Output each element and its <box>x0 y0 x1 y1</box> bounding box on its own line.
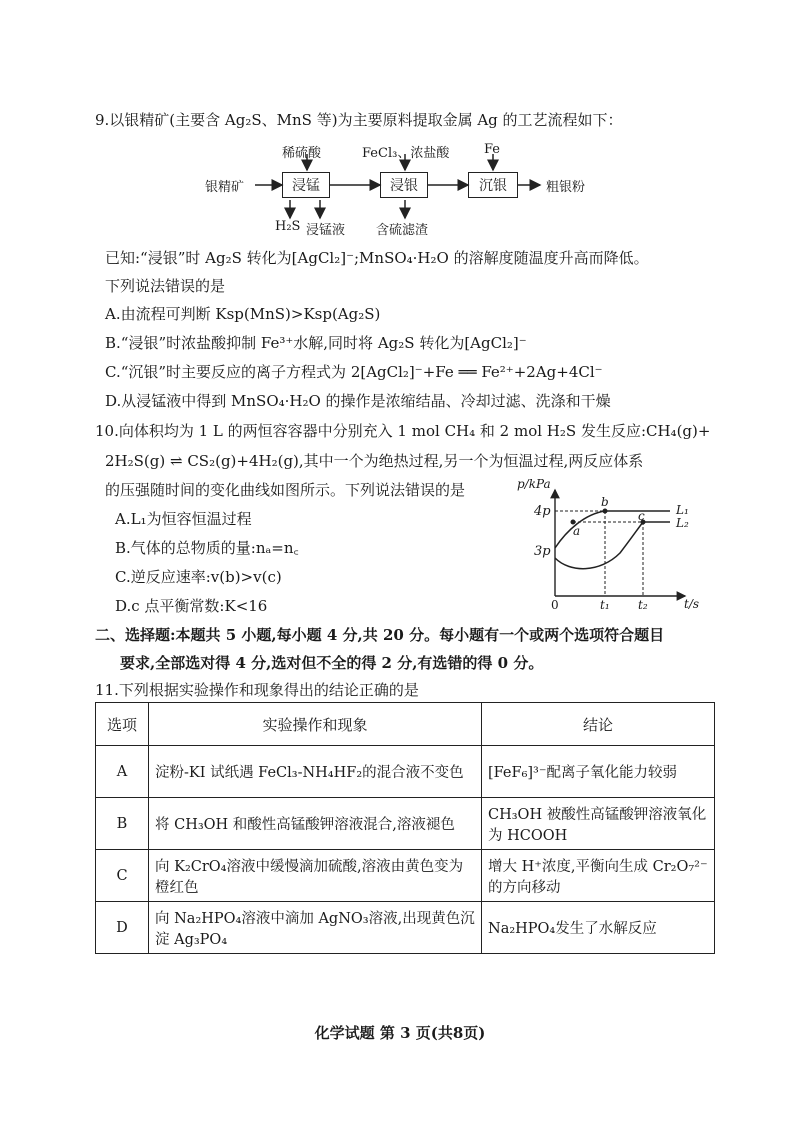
q10-option-c: C.逆反应速率:v(b)>v(c) <box>115 568 282 586</box>
q10-line-2: 2H₂S(g) ⇌ CS₂(g)+4H₂(g),其中一个为绝热过程,另一个为恒温过程,两反应体系 <box>105 452 644 470</box>
y-axis-label: p/kPa <box>517 477 551 491</box>
table-row <box>96 850 715 902</box>
flow-input: 银精矿 <box>205 180 245 195</box>
reagent-3: Fe <box>484 142 501 157</box>
step-precipitate-silver: 沉银 <box>468 172 518 198</box>
x-tick-0: 0 <box>551 598 559 612</box>
q9-known: 已知:“浸银”时 Ag₂S 转化为[AgCl₂]⁻;MnSO₄·H₂O 的溶解度随温度升高而降低。 <box>105 249 649 267</box>
reagent-2: FeCl₃、浓盐酸 <box>362 146 450 161</box>
row-option: A <box>96 746 149 798</box>
q9-option-c: C.“沉银”时主要反应的离子方程式为 2[AgCl₂]⁻+Fe ══ Fe²⁺+2Ag+4Cl⁻ <box>105 363 603 381</box>
row-conclusion: [FeF₆]³⁻配离子氧化能力较弱 <box>482 746 715 798</box>
byproduct-mn-solution: 浸锰液 <box>306 223 346 238</box>
point-b <box>603 509 608 514</box>
row-conclusion: CH₃OH 被酸性高锰酸钾溶液氧化为 HCOOH <box>482 798 715 850</box>
row-operation: 向 Na₂HPO₄溶液中滴加 AgNO₃溶液,出现黄色沉淀 Ag₃PO₄ <box>149 902 482 954</box>
y-tick-4p: 4p <box>534 504 551 519</box>
row-conclusion: Na₂HPO₄发生了水解反应 <box>482 902 715 954</box>
q10-option-a: A.L₁为恒容恒温过程 <box>115 510 252 528</box>
header-operation: 实验操作和现象 <box>149 703 482 746</box>
byproduct-h2s: H₂S <box>275 219 301 234</box>
row-option: B <box>96 798 149 850</box>
q10-option-b: B.气体的总物质的量:nₐ=n꜀ <box>115 539 299 557</box>
row-option: C <box>96 850 149 902</box>
row-operation: 将 CH₃OH 和酸性高锰酸钾溶液混合,溶液褪色 <box>149 798 482 850</box>
q9-option-d: D.从浸锰液中得到 MnSO₄·H₂O 的操作是浓缩结晶、冷却过滤、洗涤和干燥 <box>105 392 611 410</box>
byproduct-sulfur-residue: 含硫滤渣 <box>376 223 429 238</box>
q11-stem: 11.下列根据实验操作和现象得出的结论正确的是 <box>95 681 419 699</box>
row-operation: 淀粉-KI 试纸遇 FeCl₃-NH₄HF₂的混合液不变色 <box>149 746 482 798</box>
flow-output: 粗银粉 <box>546 180 586 195</box>
q9-option-b: B.“浸银”时浓盐酸抑制 Fe³⁺水解,同时将 Ag₂S 转化为[AgCl₂]⁻ <box>105 334 527 352</box>
label-point-b: b <box>601 495 609 509</box>
x-tick-t2: t₂ <box>638 598 648 612</box>
section-2-line-2: 要求,全部选对得 4 分,选对但不全的得 2 分,有选错的得 0 分。 <box>120 654 544 672</box>
reagent-1: 稀硫酸 <box>282 146 322 161</box>
q10-line-1: 10.向体积均为 1 L 的两恒容容器中分别充入 1 mol CH₄ 和 2 mol H₂S 发生反应:CH₄(g)+ <box>95 422 711 440</box>
section-2-line-1: 二、选择题:本题共 5 小题,每小题 4 分,共 20 分。每小题有一个或两个选项符合题目 <box>95 626 665 644</box>
q10-line-3: 的压强随时间的变化曲线如图所示。下列说法错误的是 <box>105 481 466 499</box>
y-tick-3p: 3p <box>534 544 551 559</box>
q9-stem: 9.以银精矿(主要含 Ag₂S、MnS 等)为主要原料提取金属 Ag 的工艺流程如下： <box>95 111 623 129</box>
label-point-a: a <box>573 524 581 538</box>
q9-ask: 下列说法错误的是 <box>105 277 226 295</box>
x-tick-t1: t₁ <box>600 598 610 612</box>
table-row <box>96 902 715 954</box>
step-leach-manganese: 浸锰 <box>282 172 330 198</box>
row-operation: 向 K₂CrO₄溶液中缓慢滴加硫酸,溶液由黄色变为橙红色 <box>149 850 482 902</box>
q9-option-a: A.由流程可判断 Ksp(MnS)>Ksp(Ag₂S) <box>105 305 381 323</box>
step-leach-silver: 浸银 <box>380 172 428 198</box>
header-option: 选项 <box>96 703 149 746</box>
row-conclusion: 增大 H⁺浓度,平衡向生成 Cr₂O₇²⁻的方向移动 <box>482 850 715 902</box>
x-axis-label: t/s <box>684 597 700 611</box>
legend-l1: L₁ <box>676 503 689 517</box>
table-header-row <box>96 703 715 746</box>
legend-l2: L₂ <box>676 516 689 530</box>
label-point-c: c <box>638 509 645 523</box>
q10-option-d: D.c 点平衡常数:K<16 <box>115 597 268 615</box>
header-conclusion: 结论 <box>482 703 715 746</box>
q11-table <box>95 702 715 954</box>
table-row <box>96 798 715 850</box>
page-footer: 化学试题 第 3 页(共8页) <box>314 1024 486 1042</box>
table-row <box>96 746 715 798</box>
row-option: D <box>96 902 149 954</box>
